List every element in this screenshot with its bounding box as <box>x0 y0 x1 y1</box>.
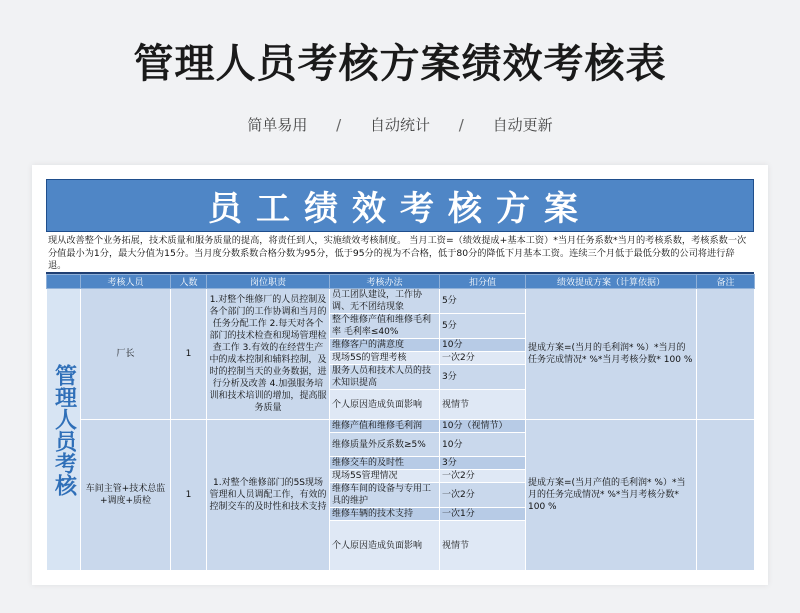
score-cell: 3分 <box>440 365 526 390</box>
score-cell: 一次2分 <box>440 352 526 365</box>
col-header-remark: 备注 <box>697 275 755 289</box>
tag-easy: 简单易用 <box>247 116 308 134</box>
assessment-table <box>46 274 755 571</box>
scheme-description: 现从改善整个业务拓展，技术质量和服务质量的提高，将责任到人，实施绩效考核制度。 当月工资=（绩效提成+基本工资）*当月任务系数*当月的考核系数，考核系数一次分值最小为1分，最大分值为15分。当月度分数系数合格分数为95分，低于95分的视为不合格，低于80分的降低下月基本工资。连续三个月低于最低分数的公司将进行辞退。 <box>46 232 754 274</box>
score-cell: 10分（视情节） <box>440 420 526 433</box>
col-header-method: 考核办法 <box>330 275 440 289</box>
table-header-row <box>47 275 755 289</box>
score-cell: 5分 <box>440 314 526 339</box>
sheet-banner: 员工绩效考核方案 <box>46 179 754 232</box>
plan-cell: 提成方案=(当月产值的毛利润* %）*当月的任务完成情况* %*当月考核分数* 100 % <box>526 420 697 571</box>
remark-cell <box>697 420 755 571</box>
page-title: 管理人员考核方案绩效考核表 <box>133 41 667 87</box>
score-cell: 10分 <box>440 433 526 457</box>
method-cell: 现场5S的管理考核 <box>330 352 440 365</box>
col-header-score: 扣分值 <box>440 275 526 289</box>
tag-auto-stats: 自动统计 <box>369 116 430 134</box>
duty-cell: 1.对整个维修部门的5S现场管理和人员调配工作，有效的控制交车的及时性和技术支持 <box>207 420 330 571</box>
col-header-plan: 绩效提成方案（计算依据） <box>526 275 697 289</box>
method-cell: 维修交车的及时性 <box>330 457 440 470</box>
method-cell: 服务人员和技术人员的技术知识提高 <box>330 365 440 390</box>
score-cell: 5分 <box>440 289 526 314</box>
method-cell: 维修车间的设备与专用工具的维护 <box>330 483 440 508</box>
col-header-duty: 岗位职责 <box>207 275 330 289</box>
remark-cell <box>697 289 755 420</box>
method-cell: 员工团队建设，工作协调、无不团结现象 <box>330 289 440 314</box>
count-cell: 1 <box>171 289 207 420</box>
score-cell: 视情节 <box>440 390 526 420</box>
method-cell: 现场5S管理情况 <box>330 470 440 483</box>
duty-cell: 1.对整个维修厂的人员控制及各个部门的工作协调和当月的任务分配工作 2.每天对各个部门的技术检查和现场管理检查工作 3.有效的在经营生产中的成本控制和辅料控制，及时的控制当天的业务数据，进行分析及改善 4.加强服务培训和技术培训的增加，提高服务质量 <box>207 289 330 420</box>
table-row <box>47 289 755 314</box>
method-cell: 个人原因造成负面影响 <box>330 390 440 420</box>
tag-separator: / <box>336 116 342 134</box>
method-cell: 维修产值和维修毛利润 <box>330 420 440 433</box>
score-cell: 一次1分 <box>440 508 526 521</box>
table-row <box>47 420 755 433</box>
method-cell: 维修车辆的技术支持 <box>330 508 440 521</box>
side-category-label: 管理人员考核 <box>47 289 81 571</box>
col-header-person: 考核人员 <box>81 275 171 289</box>
spreadsheet-preview <box>32 165 768 585</box>
col-header-count: 人数 <box>171 275 207 289</box>
plan-cell: 提成方案=(当月的毛利润* %）*当月的任务完成情况* %*当月考核分数* 100 % <box>526 289 697 420</box>
score-cell: 3分 <box>440 457 526 470</box>
method-cell: 整个维修产值和维修毛利率 毛利率≤40% <box>330 314 440 339</box>
score-cell: 一次2分 <box>440 483 526 508</box>
tag-auto-update: 自动更新 <box>492 116 553 134</box>
count-cell: 1 <box>171 420 207 571</box>
feature-tags <box>0 114 800 135</box>
method-cell: 维修质量外反系数≥5% <box>330 433 440 457</box>
method-cell: 个人原因造成负面影响 <box>330 521 440 571</box>
header-corner <box>47 275 81 289</box>
score-cell: 10分 <box>440 339 526 352</box>
person-cell: 厂长 <box>81 289 171 420</box>
method-cell: 维修客户的满意度 <box>330 339 440 352</box>
person-cell: 车间主管+技术总监+调度+质检 <box>81 420 171 571</box>
tag-separator: / <box>458 116 464 134</box>
score-cell: 视情节 <box>440 521 526 571</box>
score-cell: 一次2分 <box>440 470 526 483</box>
